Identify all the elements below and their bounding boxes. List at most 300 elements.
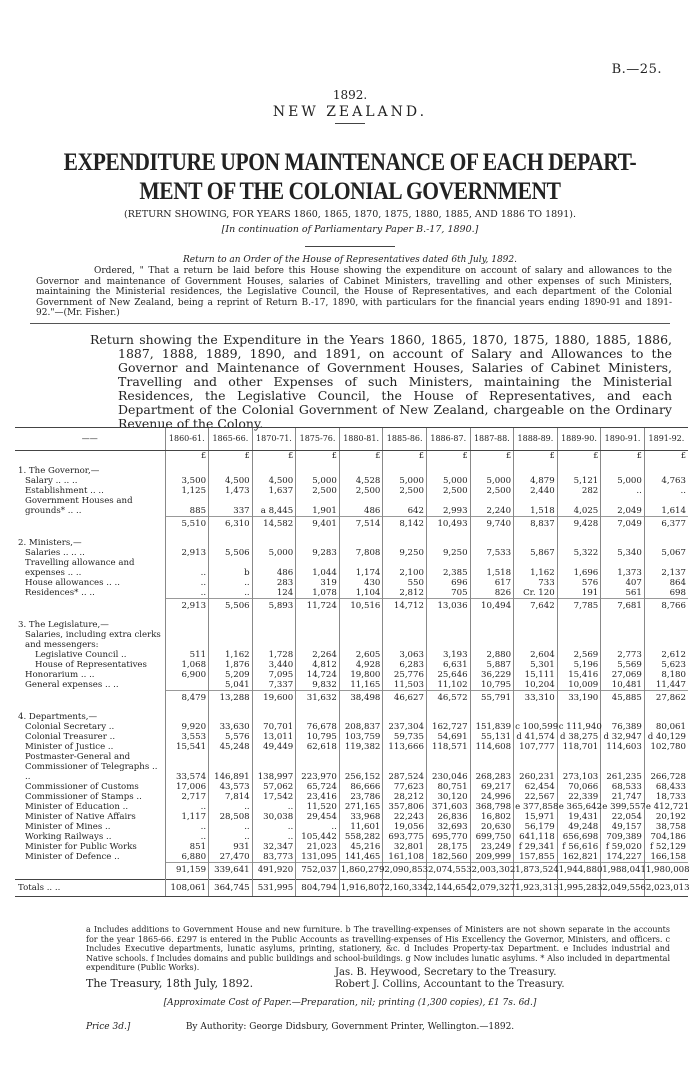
table-cell: 10,204 [514,680,558,691]
table-cell: 5,041 [209,680,253,691]
table-cell: .. [252,832,296,842]
table-cell [426,533,470,548]
table-row [15,660,688,670]
column-header: 1885-86. [383,428,427,451]
table-cell: 271,165 [339,802,383,812]
table-cell [383,707,427,722]
table-row [15,476,688,486]
table-cell: 641,118 [514,832,558,842]
table-cell: 2,500 [339,486,383,496]
table-cell: 1,728 [252,650,296,660]
table-cell: e 412,721 [645,801,690,812]
table-cell: d 32,947 [601,732,645,742]
table-cell: 118,701 [557,742,601,752]
column-header: 1889-90. [557,428,601,451]
table-cell: 5,000 [252,548,296,558]
row-label: Legislative Council .. [35,649,127,660]
table-cell: 1,876 [209,660,253,670]
table-cell: 5,000 [426,476,470,486]
table-cell: 2,137 [644,558,688,578]
table-cell: 1,125 [165,486,209,496]
table-cell [252,533,296,548]
column-header: 1880-81. [339,428,383,451]
table-cell: 22,567 [514,792,558,802]
table-cell: £ [470,451,514,462]
table-cell [165,533,209,548]
table-cell: 68,433 [644,782,688,792]
table-cell: .. [601,486,645,496]
table-cell: d 38,275 [557,732,601,742]
table-cell: 2,264 [296,650,340,660]
divider [335,123,365,124]
table-cell: 13,288 [209,690,253,707]
table-cell: .. [165,588,209,599]
table-cell: 10,795 [296,732,340,742]
table-cell [601,707,645,722]
table-row [15,650,688,660]
table-row [15,680,688,691]
table-cell: 151,839 [470,722,514,732]
table-cell: 2,773 [601,650,645,660]
table-cell: £ [165,451,209,462]
table-cell: 45,216 [339,842,383,852]
table-cell: 8,837 [514,516,558,533]
table-cell: 7,514 [339,516,383,533]
table-cell: 7,808 [339,548,383,558]
table-cell [296,461,340,476]
table-cell: a 8,445 [252,496,296,516]
table-cell: 364,745 [209,879,253,896]
table-cell: 23,786 [339,792,383,802]
table-cell [644,533,688,548]
table-cell: 105,442 [296,832,340,842]
table-cell: f 56,616 [557,842,601,852]
table-cell [426,615,470,630]
table-cell: £ [252,451,296,462]
table-cell: 80,061 [644,722,688,732]
table-cell: 558,282 [339,832,383,842]
table-cell: 7,785 [557,598,601,615]
table-cell: 8,766 [644,598,688,615]
table-row [15,461,688,476]
table-cell: 430 [339,578,383,588]
table-cell: 11,102 [426,680,470,691]
table-cell: d 41,574 [514,732,558,742]
table-cell: 49,157 [601,822,645,832]
table-row [15,802,688,812]
table-cell: 119,382 [339,742,383,752]
table-cell: 19,800 [339,670,383,680]
table-cell: 19,600 [252,690,296,707]
table-cell: .. [165,832,209,842]
table-cell: 486 [339,496,383,516]
table-cell: 256,152 [339,752,383,782]
row-label: House of Representatives [35,659,147,670]
table-row [15,742,688,752]
table-cell [339,615,383,630]
table-cell: 28,508 [209,812,253,822]
table-cell: 1,860,279 [339,862,383,879]
table-cell: 77,623 [383,782,427,792]
table-cell: 146,891 [209,752,253,782]
table-cell: 114,603 [601,742,645,752]
table-cell: 4,812 [296,660,340,670]
table-cell [557,707,601,722]
order-heading: Return to an Order of the House of Representatives dated 6th July, 1892. [183,255,517,265]
table-cell: 17,542 [252,792,296,802]
table-cell: 5,322 [557,548,601,558]
table-cell: 5,867 [514,548,558,558]
table-cell: 5,000 [470,476,514,486]
row-label: Minister of Mines .. [25,821,111,832]
table-cell: 28,175 [426,842,470,852]
table-cell: £ [209,451,253,462]
document-title [49,148,651,206]
table-cell: 550 [383,578,427,588]
table-cell: .. [209,578,253,588]
table-cell: 4,528 [339,476,383,486]
table-cell [557,630,601,650]
table-row [15,548,688,558]
table-cell [557,533,601,548]
row-label [15,690,165,707]
table-cell: 18,733 [644,792,688,802]
table-cell: 14,712 [383,598,427,615]
table-cell: 2,385 [426,558,470,578]
table-cell: 5,887 [470,660,514,670]
table-cell: 5,209 [209,670,253,680]
table-cell: 2,913 [165,548,209,558]
table-cell: 1,637 [252,486,296,496]
table-cell: .. [165,802,209,812]
table-cell [644,707,688,722]
table-cell: 23,249 [470,842,514,852]
table-cell: 2,240 [470,496,514,516]
table-cell: 3,440 [252,660,296,670]
table-cell: 5,576 [209,732,253,742]
column-header: 1875-76. [296,428,340,451]
table-cell: 16,802 [470,812,514,822]
table-cell: 157,855 [514,852,558,863]
table-row [15,822,688,832]
table-cell: Cr. 120 [514,588,558,599]
totals-row [15,879,688,896]
table-cell: 209,999 [470,852,514,863]
table-cell: 407 [601,578,645,588]
table-cell: 36,229 [470,670,514,680]
table-cell: 266,728 [644,752,688,782]
table-row [15,812,688,822]
table-cell: 2,049 [601,496,645,516]
table-cell: 30,038 [252,812,296,822]
table-cell: 617 [470,578,514,588]
column-header: 1860-61. [165,428,209,451]
table-cell: 32,347 [252,842,296,852]
table-cell: 55,791 [470,690,514,707]
table-cell: 260,231 [514,752,558,782]
table-cell: 54,691 [426,732,470,742]
table-cell: 693,775 [383,832,427,842]
table-cell: 4,879 [514,476,558,486]
table-cell: 26,836 [426,812,470,822]
table-cell: 8,479 [165,690,209,707]
table-cell: £ [296,451,340,462]
table-row [15,615,688,630]
divider [305,246,395,247]
table-cell [470,461,514,476]
row-label: Colonial Treasurer .. [25,731,116,742]
table-cell: 511 [165,650,209,660]
table-cell [252,461,296,476]
table-cell [209,533,253,548]
table-cell: 6,631 [426,660,470,670]
country-heading: NEW ZEALAND. [272,104,428,120]
table-cell: c 111,940 [558,721,602,732]
table-cell: 752,037 [296,862,340,879]
table-cell: 162,727 [426,722,470,732]
table-cell: 9,920 [165,722,209,732]
row-label: Honorarium .. .. [25,669,95,680]
table-cell [426,630,470,650]
table-cell: 5,510 [165,516,209,533]
subtotal-row [15,690,688,707]
table-cell: f 52,129 [644,842,688,852]
table-cell: 1,873,524 [514,862,558,879]
table-cell: 70,701 [252,722,296,732]
table-cell [601,461,645,476]
table-cell: 15,111 [514,670,558,680]
table-cell: 1,518 [514,496,558,516]
row-label: Commissioner of Stamps .. [25,791,142,802]
table-cell [601,630,645,650]
table-row [15,792,688,802]
table-cell: 268,283 [470,752,514,782]
row-label: Salaries, including extra clerks and messengers: [25,629,161,650]
table-cell: 27,069 [601,670,645,680]
table-row [15,752,688,782]
table-cell: 1,174 [339,558,383,578]
title-line-1: EXPENDITURE UPON MAINTENANCE OF EACH DEPART- [63,149,637,176]
row-label: Minister of Education .. [25,801,129,812]
table-cell: 11,724 [296,598,340,615]
document-subtitle: (RETURN SHOWING, FOR YEARS 1860, 1865, 1870, 1875, 1880, 1885, AND 1886 TO 1891). [124,209,576,220]
table-cell: 283 [252,578,296,588]
header-label-column: —— [15,428,165,451]
table-row [15,852,688,863]
table-cell: 5,000 [601,476,645,486]
table-cell: 1,696 [557,558,601,578]
table-cell: .. [165,822,209,832]
table-cell: 282 [557,486,601,496]
table-cell: 1,162 [209,650,253,660]
table-cell: e 377,858 [515,801,559,812]
table-row [15,533,688,548]
table-cell: 3,193 [426,650,470,660]
table-cell: 9,740 [470,516,514,533]
table-cell [209,615,253,630]
title-line-2: MENT OF THE COLONIAL GOVERNMENT [139,178,561,205]
table-cell: 9,401 [296,516,340,533]
table-cell: .. [209,822,253,832]
table-cell [514,533,558,548]
table-cell: 49,248 [557,822,601,832]
table-cell: 696 [426,578,470,588]
table-row [15,486,688,496]
table-cell: 6,900 [165,670,209,680]
table-cell [339,461,383,476]
row-label: Residences* .. .. [25,588,95,598]
table-cell: 1,614 [644,496,688,516]
table-cell: 19,431 [557,812,601,822]
table-cell [209,707,253,722]
row-label: Minister of Native Affairs [25,811,136,822]
table-cell: 1,901 [296,496,340,516]
table-cell: 698 [644,588,688,599]
table-cell: 13,011 [252,732,296,742]
table-cell: 83,773 [252,852,296,863]
table-cell: 7,814 [209,792,253,802]
divider [30,323,670,324]
table-cell: 5,301 [514,660,558,670]
table-cell: .. [644,486,688,496]
column-header: 1865-66. [209,428,253,451]
table-cell: 709,389 [601,832,645,842]
table-cell: f 29,341 [514,842,558,852]
row-label: Minister of Justice .. [25,741,114,752]
table-cell: 21,023 [296,842,340,852]
table-cell: 1,117 [165,812,209,822]
row-label: Government Houses and grounds* .. .. [25,496,133,516]
table-cell [514,630,558,650]
table-cell: 86,666 [339,782,383,792]
table-cell: 76,678 [296,722,340,732]
table-cell: 7,049 [601,516,645,533]
table-cell: 4,500 [252,476,296,486]
table-cell: 9,283 [296,548,340,558]
table-cell: 11,601 [339,822,383,832]
table-cell: 699,750 [470,832,514,842]
table-cell: 2,913 [165,598,209,615]
table-cell: 2,500 [383,486,427,496]
subtotal-row [15,862,688,879]
table-cell: 32,801 [383,842,427,852]
table-cell: 9,428 [557,516,601,533]
table-cell: 182,560 [426,852,470,863]
table-cell: 2,717 [165,792,209,802]
table-cell: 15,541 [165,742,209,752]
table-cell: 7,337 [252,680,296,691]
table-row [15,496,688,516]
table-cell: 108,061 [165,879,209,896]
table-cell: 4,025 [557,496,601,516]
table-cell [296,615,340,630]
table-cell: 11,503 [383,680,427,691]
table-cell: 28,212 [383,792,427,802]
table-cell [470,533,514,548]
table-cell: 2,003,302 [470,862,514,879]
table-cell: 5,000 [296,476,340,486]
table-cell: 22,243 [383,812,427,822]
subtotal-row [15,598,688,615]
table-cell: 5,569 [601,660,645,670]
table-cell [209,461,253,476]
table-cell: 118,571 [426,742,470,752]
table-cell [165,707,209,722]
table-cell: 5,121 [557,476,601,486]
order-text: Ordered, " That a return be laid before this House showing the expenditure on account of salary and allowances to the Governor and maintenance of Government Houses, salaries of Cabinet Ministers, travelling and other expenses of such Ministers, maintaining the Ministerial residences, the Legislative Council, the House of Representatives, and each department of the Colonial Government of New Zealand, being a reprint of Return B.-17, 1890, with particulars for the financial years ending 1890-91 and 1891-92."—(Mr. Fisher.) [36,266,672,318]
table-cell: 2,880 [470,650,514,660]
table-cell: 230,046 [426,752,470,782]
table-cell [557,461,601,476]
table-cell: 131,095 [296,852,340,863]
table-cell: .. [209,832,253,842]
table-cell: .. [209,802,253,812]
table-cell: 46,572 [426,690,470,707]
row-label: Working Railways .. [25,831,112,842]
table-cell [383,533,427,548]
column-header: 1870-71. [252,428,296,451]
table-cell: 1,988,041 [601,862,645,879]
table-cell: 2,023,013 [644,879,688,896]
table-row [15,782,688,792]
table-cell: f 59,020 [601,842,645,852]
table-cell: 2,993 [426,496,470,516]
table-cell: 1,916,807 [339,879,383,896]
table-cell: 826 [470,588,514,599]
table-cell: 33,574 [165,752,209,782]
table-cell: 21,747 [601,792,645,802]
place-date: The Treasury, 18th July, 1892. [86,977,254,990]
table-cell: .. [165,578,209,588]
table-cell: 31,632 [296,690,340,707]
cost-note: [Approximate Cost of Paper.—Preparation, nil; printing (1,300 copies), £1 7s. 6d.] [163,998,537,1008]
table-cell: 5,000 [383,476,427,486]
table-cell: 1,373 [601,558,645,578]
table-row [15,630,688,650]
row-label [15,516,165,533]
table-cell [514,615,558,630]
table-cell: 80,751 [426,782,470,792]
table-cell: £ [644,451,688,462]
table-cell: 6,377 [644,516,688,533]
table-cell: 15,416 [557,670,601,680]
table-cell: 68,533 [601,782,645,792]
table-cell: 2,569 [557,650,601,660]
table-cell: .. [209,588,253,599]
table-cell: 33,310 [514,690,558,707]
table-cell [252,707,296,722]
table-cell: 2,500 [296,486,340,496]
table-cell [514,461,558,476]
table-cell [426,707,470,722]
table-cell: 2,049,556 [601,879,645,896]
row-label [15,862,165,879]
table-cell: 931 [209,842,253,852]
table-cell: 2,500 [426,486,470,496]
table-cell: 2,090,853 [383,862,427,879]
row-label: Salaries .. .. .. [25,547,85,558]
table-cell: 8,142 [383,516,427,533]
table-cell: 10,795 [470,680,514,691]
table-cell: 56,179 [514,822,558,832]
table-cell: 22,339 [557,792,601,802]
table-cell: 38,758 [644,822,688,832]
table-cell: 27,470 [209,852,253,863]
table-cell: 1,078 [296,588,340,599]
table-cell: 7,642 [514,598,558,615]
table-cell: 3,063 [383,650,427,660]
row-label: Salary .. .. .. [25,476,78,486]
